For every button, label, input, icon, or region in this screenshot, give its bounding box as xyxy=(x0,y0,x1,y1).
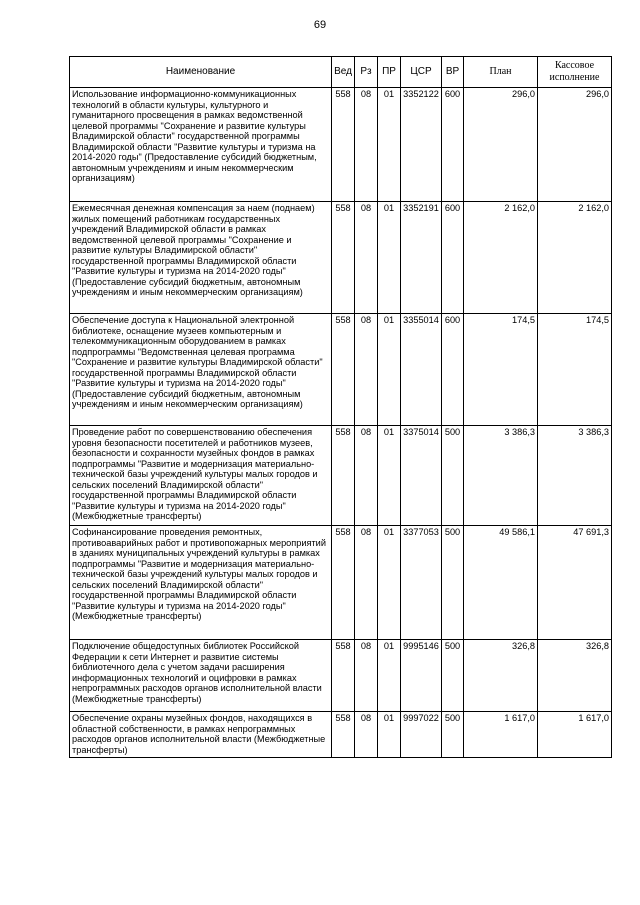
row-name: Обеспечение охраны музейных фондов, находящихся в областной собственности, в рамках непрограммных расходов органов исполнительной власти (Межбюджетные трансферты) xyxy=(70,712,332,758)
row-pr: 01 xyxy=(378,202,401,314)
row-plan: 174,5 xyxy=(464,314,538,426)
row-ved: 558 xyxy=(332,88,355,202)
row-name: Подключение общедоступных библиотек Российской Федерации к сети Интернет и развитие системы библиотечного дела с учетом задачи расширения информационных технологий и оцифровки в рамках непрограммных расходов органов исполнительной власти (Межбюджетные трансферты) xyxy=(70,640,332,712)
row-cash: 296,0 xyxy=(538,88,612,202)
row-csr: 3352191 xyxy=(401,202,442,314)
header-name: Наименование xyxy=(70,57,332,88)
page-number: 69 xyxy=(313,19,327,31)
row-rz: 08 xyxy=(355,314,378,426)
row-vr: 500 xyxy=(442,426,464,526)
table-row xyxy=(70,426,612,526)
row-rz: 08 xyxy=(355,640,378,712)
row-vr: 600 xyxy=(442,88,464,202)
table-row xyxy=(70,88,612,202)
row-cash: 326,8 xyxy=(538,640,612,712)
row-rz: 08 xyxy=(355,712,378,758)
table-row xyxy=(70,712,612,758)
row-ved: 558 xyxy=(332,712,355,758)
table-header-row xyxy=(70,57,612,88)
row-vr: 500 xyxy=(442,526,464,640)
table-row xyxy=(70,526,612,640)
row-name: Обеспечение доступа к Национальной электронной библиотеке, оснащение музеев компьютерным и телекоммуникационным оборудованием в рамках подпрограммы "Ведомственная целевая программа "Сохранение и развитие культуры Владимирской области" государственной программы Владимирской области "Развитие культуры и туризма на 2014-2020 годы" (Предоставление субсидий бюджетным, автономным учреждениям и иным некоммерческим организациям) xyxy=(70,314,332,426)
row-rz: 08 xyxy=(355,202,378,314)
row-cash: 47 691,3 xyxy=(538,526,612,640)
row-cash: 1 617,0 xyxy=(538,712,612,758)
row-csr: 9995146 xyxy=(401,640,442,712)
budget-table xyxy=(69,56,612,758)
row-vr: 500 xyxy=(442,640,464,712)
row-pr: 01 xyxy=(378,314,401,426)
table-row xyxy=(70,640,612,712)
row-ved: 558 xyxy=(332,640,355,712)
row-rz: 08 xyxy=(355,426,378,526)
table-row xyxy=(70,314,612,426)
row-csr: 3375014 xyxy=(401,426,442,526)
row-name: Ежемесячная денежная компенсация за наем (поднаем) жилых помещений работникам государственных учреждений Владимирской области в рамках ведомственной целевой программы "Сохранение и развитие культуры Владимирской области" государственной программы Владимирской области "Развитие культуры и туризма на 2014-2020 годы" (Предоставление субсидий бюджетным, автономным учреждениям и иным некоммерческим организациям) xyxy=(70,202,332,314)
row-ved: 558 xyxy=(332,426,355,526)
header-ved: Вед xyxy=(332,57,355,88)
row-pr: 01 xyxy=(378,88,401,202)
row-ved: 558 xyxy=(332,314,355,426)
row-vr: 500 xyxy=(442,712,464,758)
header-rz: Рз xyxy=(355,57,378,88)
row-pr: 01 xyxy=(378,712,401,758)
row-pr: 01 xyxy=(378,640,401,712)
row-csr: 3352122 xyxy=(401,88,442,202)
row-pr: 01 xyxy=(378,426,401,526)
row-plan: 2 162,0 xyxy=(464,202,538,314)
header-plan: План xyxy=(464,57,538,88)
header-pr: ПР xyxy=(378,57,401,88)
table-row xyxy=(70,202,612,314)
row-cash: 3 386,3 xyxy=(538,426,612,526)
row-vr: 600 xyxy=(442,314,464,426)
row-vr: 600 xyxy=(442,202,464,314)
row-plan: 49 586,1 xyxy=(464,526,538,640)
row-csr: 3377053 xyxy=(401,526,442,640)
row-ved: 558 xyxy=(332,202,355,314)
header-csr: ЦСР xyxy=(401,57,442,88)
row-rz: 08 xyxy=(355,526,378,640)
row-ved: 558 xyxy=(332,526,355,640)
row-plan: 296,0 xyxy=(464,88,538,202)
row-plan: 326,8 xyxy=(464,640,538,712)
row-rz: 08 xyxy=(355,88,378,202)
header-cash: Кассовое исполнение xyxy=(538,57,612,88)
row-cash: 2 162,0 xyxy=(538,202,612,314)
row-csr: 3355014 xyxy=(401,314,442,426)
row-name: Использование информационно-коммуникационных технологий в области культуры, культурного и гуманитарного просвещения в рамках ведомственной целевой программы "Сохранение и развитие культуры Владимирской области" государственной программы Владимирской области "Развитие культуры и туризма на 2014-2020 годы" (Предоставление субсидий бюджетным, автономным учреждениям и иным некоммерческим организациям) xyxy=(70,88,332,202)
row-pr: 01 xyxy=(378,526,401,640)
row-plan: 3 386,3 xyxy=(464,426,538,526)
row-csr: 9997022 xyxy=(401,712,442,758)
row-name: Проведение работ по совершенствованию обеспечения уровня безопасности посетителей и работников музеев, безопасности и сохранности музейных фондов в рамках подпрограммы "Развитие и модернизация материально-технической базы учреждений культуры малых городов и сельских поселений Владимирской области" государственной программы Владимирской области "Развитие культуры и туризма на 2014-2020 годы" (Межбюджетные трансферты) xyxy=(70,426,332,526)
header-vr: ВР xyxy=(442,57,464,88)
row-plan: 1 617,0 xyxy=(464,712,538,758)
row-cash: 174,5 xyxy=(538,314,612,426)
row-name: Софинансирование проведения ремонтных, противоаварийных работ и противопожарных мероприятий в зданиях муниципальных учреждений культуры в рамках подпрограммы "Развитие и модернизация материально-технической базы учреждений культуры малых городов и сельских поселений Владимирской области" государственной программы Владимирской области "Развитие культуры и туризма на 2014-2020 годы" (Межбюджетные трансферты) xyxy=(70,526,332,640)
